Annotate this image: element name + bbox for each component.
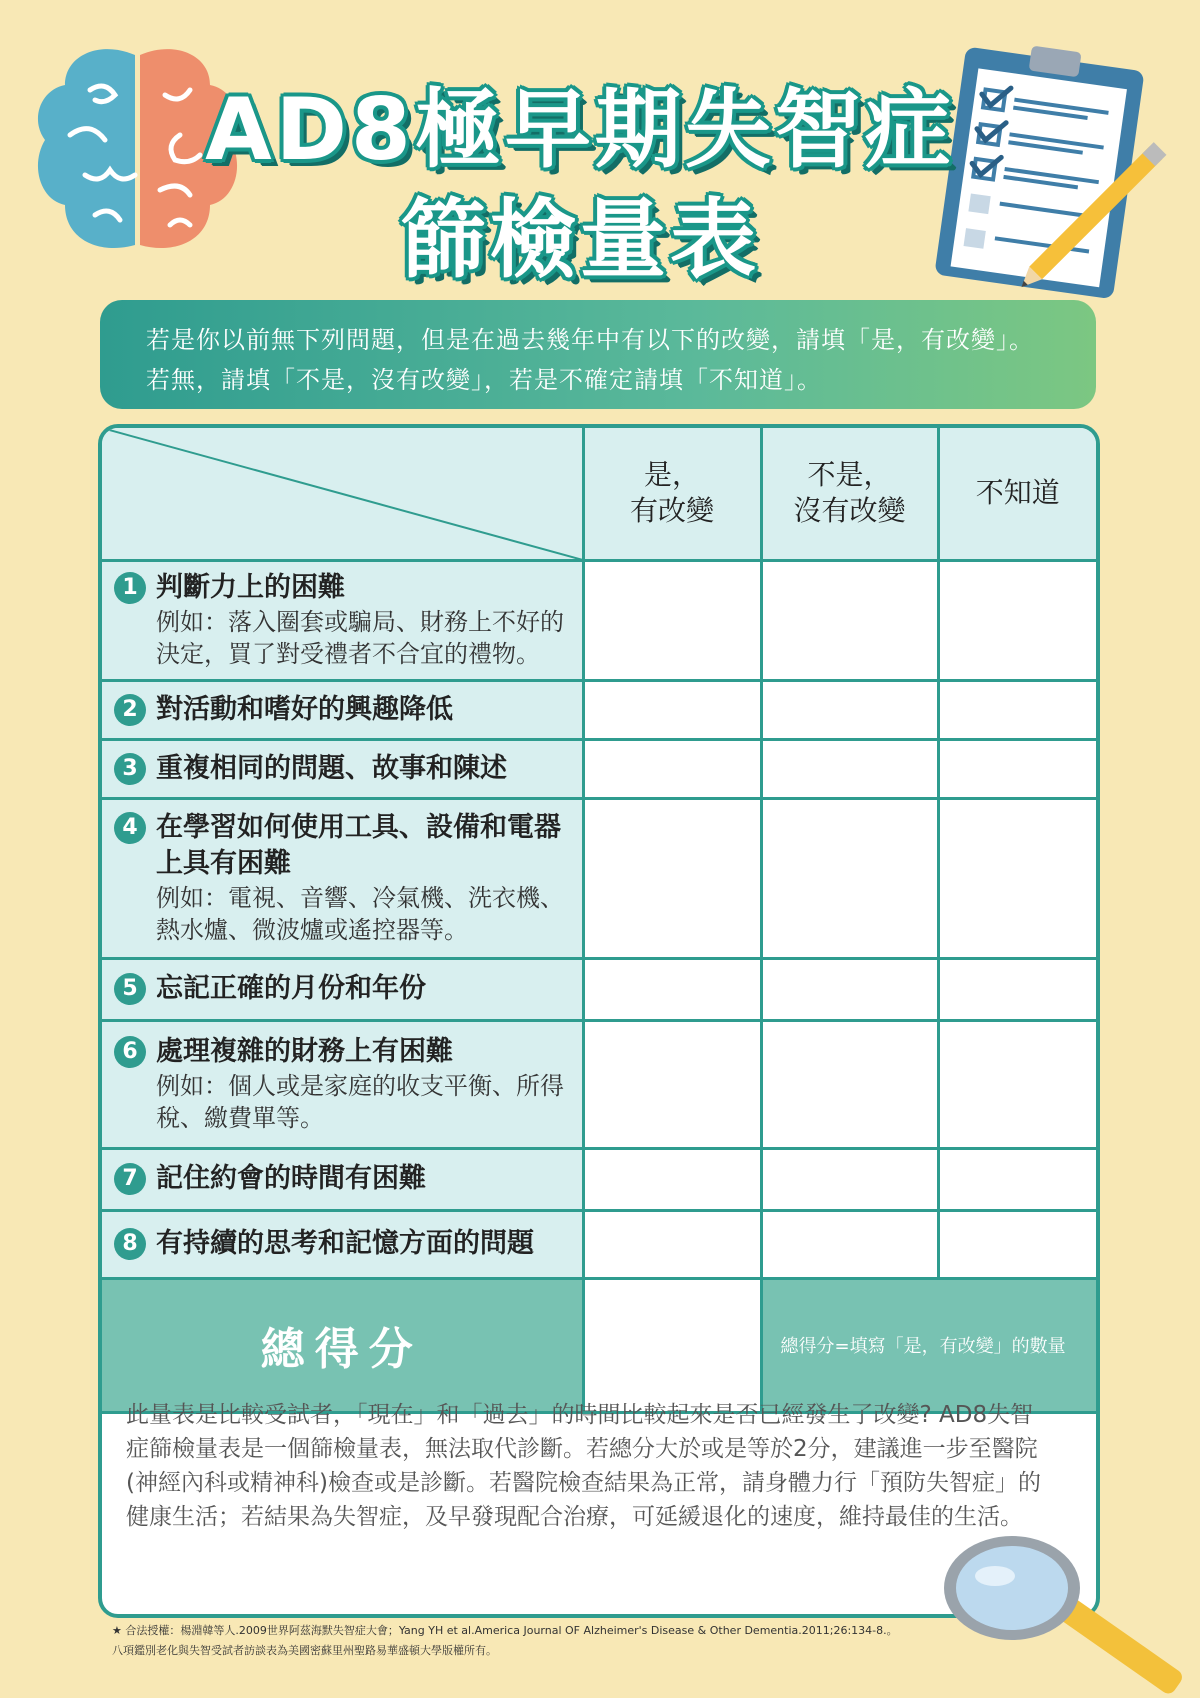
question-number-badge: 6	[114, 1036, 146, 1068]
magnifier-icon	[940, 1528, 1200, 1698]
question-number-badge: 1	[114, 572, 146, 604]
answer-cell-unknown[interactable]	[938, 1020, 1096, 1148]
question-4	[102, 798, 583, 958]
clipboard-icon	[930, 40, 1180, 300]
question-example: 例如：落入圈套或騙局、財務上不好的決定，買了對受禮者不合宜的禮物。	[156, 608, 564, 668]
question-text: 對活動和嗜好的興趣降低	[156, 693, 453, 725]
answer-cell-unknown[interactable]	[938, 739, 1096, 798]
page-title-line1: AD8極早期失智症	[205, 80, 955, 180]
question-row-2	[102, 680, 1096, 739]
answer-cell-unknown[interactable]	[938, 680, 1096, 739]
question-text: 重複相同的問題、故事和陳述	[156, 752, 507, 784]
answer-cell-no[interactable]	[761, 1148, 938, 1210]
answer-cell-no[interactable]	[761, 1020, 938, 1148]
question-row-1	[102, 560, 1096, 680]
answer-cell-unknown[interactable]	[938, 958, 1096, 1020]
answer-cell-no[interactable]	[761, 739, 938, 798]
header-diagonal-cell	[102, 428, 583, 560]
answer-cell-no[interactable]	[761, 958, 938, 1020]
total-score-row	[102, 1278, 1096, 1412]
question-number-badge: 2	[114, 694, 146, 726]
answer-cell-unknown[interactable]	[938, 798, 1096, 958]
answer-cell-unknown[interactable]	[938, 1210, 1096, 1278]
question-text: 忘記正確的月份和年份	[156, 973, 426, 1004]
total-score-note: 總得分=填寫「是，有改變」的數量	[761, 1278, 1096, 1412]
question-number-badge: 5	[114, 973, 146, 1005]
column-header-yes-line1: 是，	[643, 458, 700, 492]
question-6	[102, 1020, 583, 1148]
question-row-8	[102, 1210, 1096, 1278]
question-7	[102, 1148, 583, 1210]
question-example: 例如：電視、音響、冷氣機、洗衣機、熱水爐、微波爐或遙控器等。	[156, 884, 564, 944]
question-text: 記住約會的時間有困難	[156, 1163, 426, 1194]
answer-cell-yes[interactable]	[583, 739, 761, 798]
question-row-5	[102, 958, 1096, 1020]
question-3	[102, 739, 583, 798]
answer-cell-unknown[interactable]	[938, 1148, 1096, 1210]
answer-cell-unknown[interactable]	[938, 560, 1096, 680]
ad8-screening-table	[98, 424, 1100, 1618]
credit-line-1: ★ 合法授權：楊淵韓等人.2009世界阿茲海默失智症大會；Yang YH et al.America Journal OF Alzheimer's Disease & Other Dementia.2011;26:134-8.。	[112, 1624, 898, 1637]
question-number-badge: 7	[114, 1163, 146, 1195]
question-number-badge: 4	[114, 812, 146, 844]
question-example: 例如：個人或是家庭的收支平衡、所得稅、繳費單等。	[156, 1072, 564, 1132]
question-1	[102, 560, 583, 680]
column-header-yes	[583, 428, 761, 560]
column-header-no-line2: 沒有改變	[793, 494, 906, 528]
answer-cell-yes[interactable]	[583, 560, 761, 680]
question-5	[102, 958, 583, 1020]
answer-cell-no[interactable]	[761, 680, 938, 739]
question-row-3	[102, 739, 1096, 798]
answer-cell-yes[interactable]	[583, 680, 761, 739]
question-row-7	[102, 1148, 1096, 1210]
diagonal-line	[102, 428, 583, 560]
instruction-banner: 若是你以前無下列問題，但是在過去幾年中有以下的改變，請填「是，有改變」。若無，請填「不是，沒有改變」，若是不確定請填「不知道」。	[100, 300, 1096, 409]
total-score-cell[interactable]	[583, 1278, 761, 1412]
question-row-6	[102, 1020, 1096, 1148]
answer-cell-yes[interactable]	[583, 1020, 761, 1148]
answer-cell-no[interactable]	[761, 1210, 938, 1278]
question-text: 有持續的思考和記憶方面的問題	[156, 1228, 534, 1259]
question-number-badge: 3	[114, 753, 146, 785]
answer-cell-yes[interactable]	[583, 798, 761, 958]
credit-line-2: 八項鑑別老化與失智受試者訪談表為美國密蘇里州聖路易華盛頓大學版權所有。	[112, 1644, 497, 1657]
question-2	[102, 680, 583, 739]
answer-cell-no[interactable]	[761, 560, 938, 680]
question-8	[102, 1210, 583, 1278]
answer-cell-yes[interactable]	[583, 1210, 761, 1278]
question-text: 處理複雜的財務上有困難	[156, 1036, 453, 1067]
total-score-label: 總得分	[102, 1278, 583, 1412]
page-title-line2: 篩檢量表	[400, 190, 760, 290]
column-header-no	[761, 428, 938, 560]
column-header-no-line1: 不是，	[807, 458, 892, 492]
copyright-credit	[112, 1621, 1072, 1661]
question-number-badge: 8	[114, 1228, 146, 1260]
column-header-yes-line2: 有改變	[629, 494, 714, 528]
column-header-unknown: 不知道	[938, 428, 1096, 560]
question-text: 判斷力上的困難	[156, 572, 345, 603]
answer-cell-yes[interactable]	[583, 1148, 761, 1210]
answer-cell-no[interactable]	[761, 798, 938, 958]
answer-cell-yes[interactable]	[583, 958, 761, 1020]
explanation-text: 此量表是比較受試者，「現在」和「過去」的時間比較起來是否已經發生了改變? AD8失智症篩檢量表是一個篩檢量表，無法取代診斷。若總分大於或是等於2分，建議進一步至醫院(神經內科或精神科)檢查或是診斷。若醫院檢查結果為正常，請身體力行「預防失智症」的健康生活；若結果為失智症，及早發現配合治療，可延緩退化的速度，維持最佳的生活。	[126, 1402, 1041, 1530]
question-row-4	[102, 798, 1096, 958]
question-text: 在學習如何使用工具、設備和電器上具有困難	[156, 812, 561, 879]
